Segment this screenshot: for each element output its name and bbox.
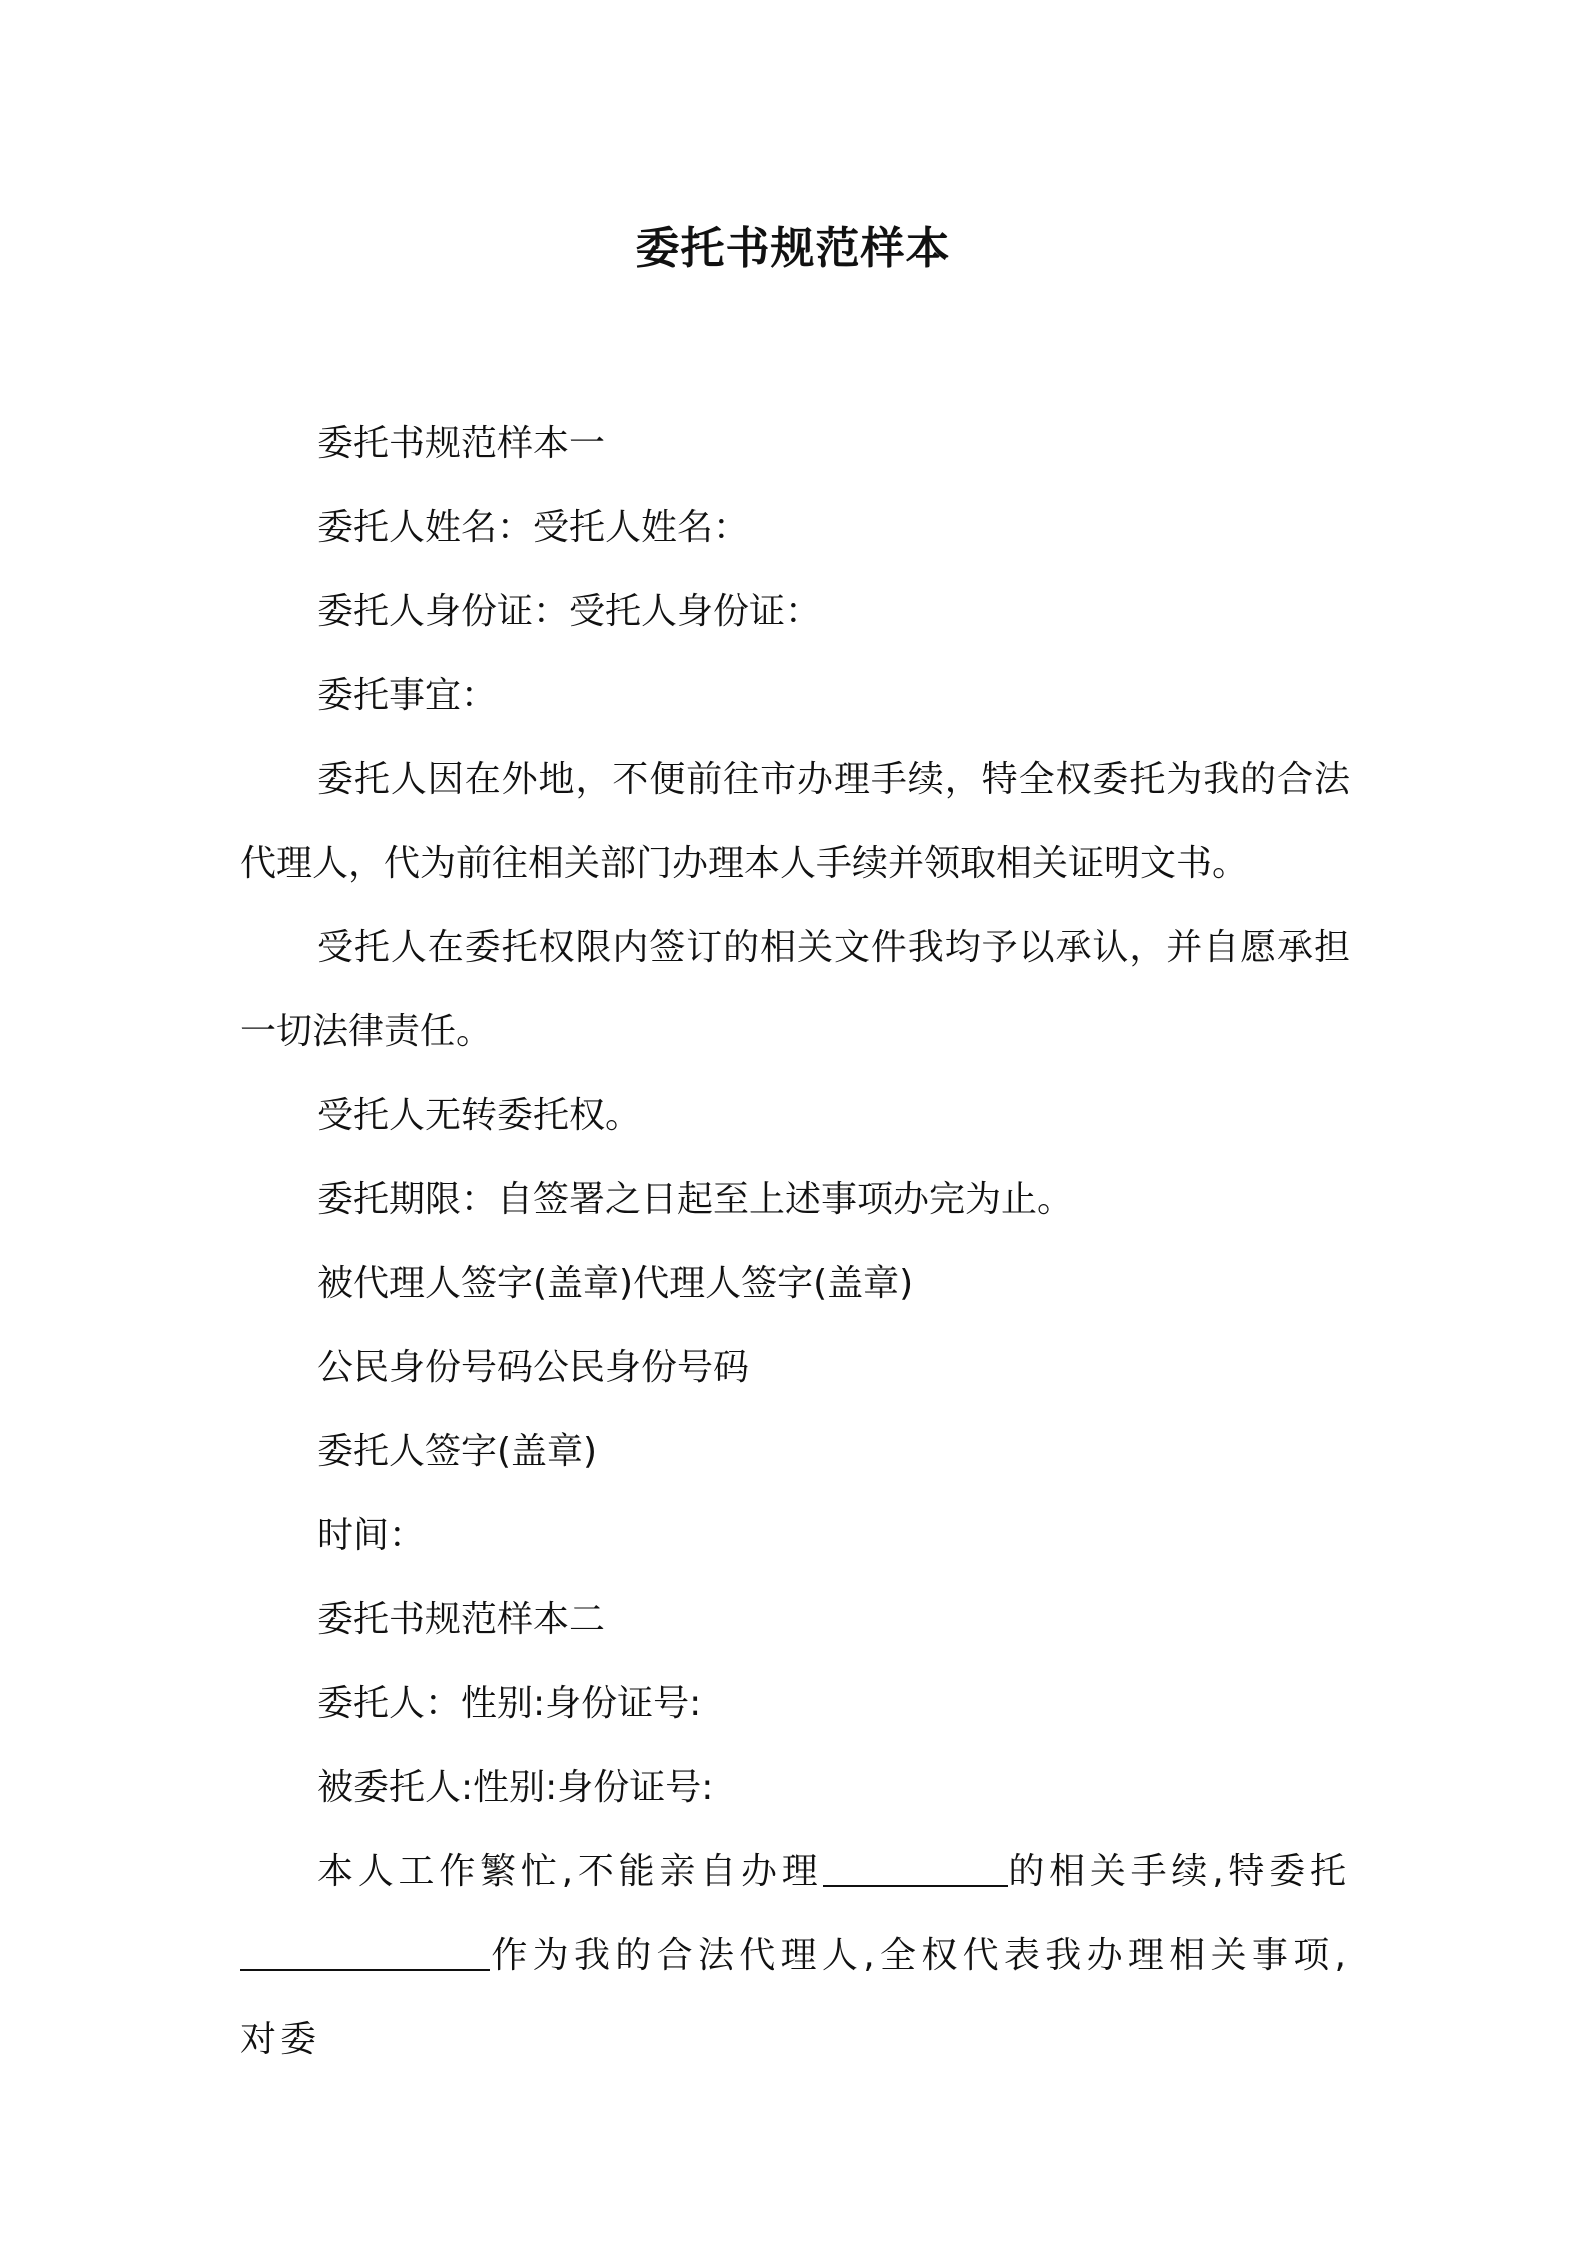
entrusted-matters-label: 委托事宜： — [317, 675, 498, 716]
liability-paragraph: 受托人在委托权限内签订的相关文件我均予以承认，并自愿承担一切法律责任。 — [240, 927, 1350, 1052]
closing-paragraph-part3: 作为我的合法代理人,全权代表我办理相关事项,对委 — [240, 1935, 1350, 2060]
document-body — [240, 402, 1350, 2082]
document-title: 委托书规范样本 — [635, 223, 951, 274]
term-line: 委托期限：自签署之日起至上述事项办完为止。 — [317, 1179, 1074, 1220]
entrusted-matters-paragraph: 委托人因在外地，不便前往市办理手续，特全权委托为我的合法代理人，代为前往相关部门办理本人手续并领取相关证明文书。 — [240, 759, 1350, 884]
section-heading-two: 委托书规范样本二 — [317, 1599, 606, 1640]
time-line: 时间： — [317, 1515, 426, 1556]
blank-field-matter — [823, 1849, 1008, 1887]
closing-paragraph-part2: 的相关手续,特委托 — [1007, 1851, 1350, 1892]
principal-agent-id-line: 委托人身份证：受托人身份证： — [317, 591, 822, 632]
section-heading-one: 委托书规范样本一 — [317, 423, 606, 464]
principal-info-line: 委托人：性别:身份证号: — [317, 1683, 702, 1724]
agent-info-line: 被委托人:性别:身份证号: — [317, 1767, 714, 1808]
id-number-line: 公民身份号码公民身份号码 — [317, 1347, 750, 1388]
closing-paragraph-part1: 本人工作繁忙,不能亲自办理 — [317, 1851, 823, 1892]
closing-paragraph — [240, 1830, 1350, 2082]
no-subdelegation-line: 受托人无转委托权。 — [317, 1095, 642, 1136]
principal-agent-name-line: 委托人姓名：受托人姓名： — [317, 507, 750, 548]
blank-field-agent — [240, 1933, 490, 1971]
signature-line: 被代理人签字(盖章)代理人签字(盖章) — [317, 1263, 914, 1304]
principal-signature-line: 委托人签字(盖章) — [317, 1431, 598, 1472]
